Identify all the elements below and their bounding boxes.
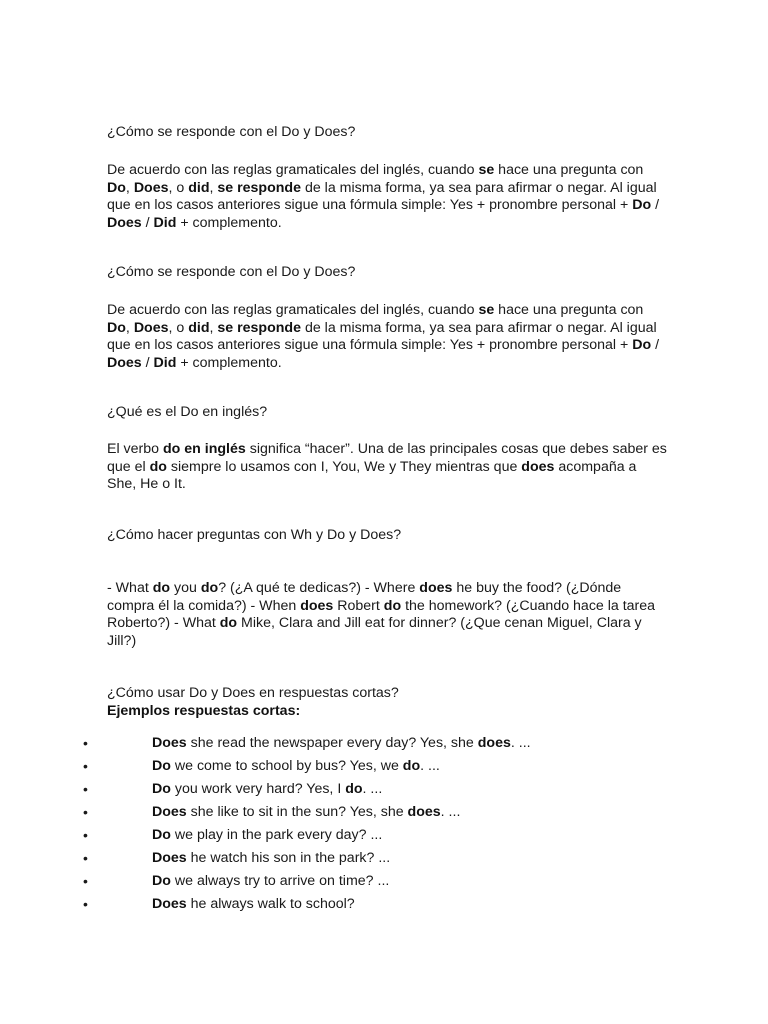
list-item (0, 757, 700, 775)
bold-text: Do (107, 319, 126, 336)
bullet-dot: • (83, 850, 88, 866)
bold-text: do (402, 758, 421, 774)
bullet-dot: • (83, 873, 88, 889)
paragraph-text: El verbo do en inglés significa “hacer”. Una de las principales cosas que debes saber es que el do siempre lo usamos con I, You, We y They mientras que does acompaña a She, He o It. (107, 441, 667, 493)
bold-text: Did (153, 214, 177, 231)
bold-text: Do (152, 781, 171, 797)
list-item (0, 803, 700, 821)
bold-text: Do (152, 758, 171, 774)
section-heading-2 (107, 264, 667, 282)
bullet-dot: • (83, 781, 88, 797)
bold-text: se responde (217, 179, 301, 196)
bold-text: se (478, 302, 495, 318)
heading-text: ¿Qué es el Do en inglés? (107, 404, 268, 420)
section-heading-3 (107, 404, 667, 422)
section-paragraph-4 (107, 580, 667, 650)
section-paragraph-1 (107, 162, 667, 232)
bold-text: Do (152, 873, 171, 889)
list-item-text: Do you work very hard? Yes, I do. ... (152, 781, 383, 797)
bold-text: Do (152, 827, 171, 843)
section-heading-4 (107, 527, 667, 545)
heading-text: ¿Cómo usar Do y Does en respuestas cortas? (107, 685, 399, 701)
list-item-text: Does he watch his son in the park? ... (152, 850, 391, 866)
bold-text: does (407, 804, 441, 820)
bold-text: do (383, 597, 402, 614)
list-item-text: Does she read the newspaper every day? Yes, she does. ... (152, 735, 531, 751)
paragraph-text: - What do you do? (¿A qué te dedicas?) - Where does he buy the food? (¿Dónde compra él la comida?) - When does Robert do the homework? (¿Cuando hace la tarea Roberto?) - What do Mike, Clara and Jill eat for dinner? (¿Que cenan Miguel, Clara y Jill?) (107, 580, 656, 649)
bullet-dot: • (83, 827, 88, 843)
section-paragraph-3 (107, 441, 667, 494)
bold-text: Does (152, 804, 187, 820)
bold-text: Does (107, 354, 142, 371)
bold-text: do (200, 580, 219, 596)
bold-text: do en inglés (163, 441, 246, 457)
list-item (0, 780, 700, 798)
section-heading-5 (107, 685, 667, 720)
bold-text: Does (133, 179, 169, 196)
bold-text: do (219, 615, 238, 632)
list-item-text: Does he always walk to school? (152, 896, 355, 912)
heading-text: ¿Cómo se responde con el Do y Does? (107, 264, 356, 280)
list-item (0, 849, 700, 867)
paragraph-text: De acuerdo con las reglas gramaticales del inglés, cuando se hace una pregunta con Do, Does, o did, se responde de la misma forma, ya sea para afirmar o negar. Al igual que en los casos anteriores sigue una fórmula simple: Yes + pronombre personal + Do / Does / Did + complemento. (107, 162, 660, 231)
heading-text: ¿Cómo se responde con el Do y Does? (107, 124, 356, 140)
bold-text: Do (632, 337, 652, 354)
paragraph-text: De acuerdo con las reglas gramaticales del inglés, cuando se hace una pregunta con Do, Does, o did, se responde de la misma forma, ya sea para afirmar o negar. Al igual que en los casos anteriores sigue una fórmula simple: Yes + pronombre personal + Do / Does / Did + complemento. (107, 302, 660, 371)
bullet-dot: • (83, 758, 88, 774)
list-item (0, 895, 700, 913)
bold-text: do (149, 458, 167, 475)
bold-text: Does (152, 896, 187, 912)
list-item (0, 734, 700, 752)
bullet-dot: • (83, 896, 88, 912)
bold-text: does (477, 735, 511, 751)
subheading-text: Ejemplos respuestas cortas: (107, 702, 301, 719)
list-item (0, 826, 700, 844)
bold-text: Does (152, 850, 187, 866)
bold-text: Does (133, 319, 169, 336)
bold-text: do (345, 781, 363, 797)
list-item-text: Do we come to school by bus? Yes, we do. ... (152, 758, 440, 774)
bold-text: se responde (217, 319, 301, 336)
bold-text: does (521, 458, 555, 475)
bold-text: Did (153, 354, 177, 371)
section-paragraph-2 (107, 302, 667, 372)
bold-text: Do (632, 197, 652, 214)
bold-text: Does (107, 214, 142, 231)
list-item-text: Does she like to sit in the sun? Yes, she does. ... (152, 804, 461, 820)
section-heading-1 (107, 124, 667, 142)
list-item (0, 872, 700, 890)
bold-text: did (188, 319, 210, 336)
bold-text: Do (107, 179, 126, 196)
bullet-dot: • (83, 735, 88, 751)
bold-text: Does (152, 735, 187, 751)
bold-text: do (152, 580, 171, 596)
bold-text: did (188, 179, 210, 196)
bold-text: does (419, 580, 453, 596)
bullet-dot: • (83, 804, 88, 820)
heading-text: ¿Cómo hacer preguntas con Wh y Do y Does? (107, 527, 402, 543)
list-item-text: Do we always try to arrive on time? ... (152, 873, 390, 889)
list-item-text: Do we play in the park every day? ... (152, 827, 383, 843)
bold-text: se (478, 162, 495, 178)
bold-text: does (300, 597, 334, 614)
